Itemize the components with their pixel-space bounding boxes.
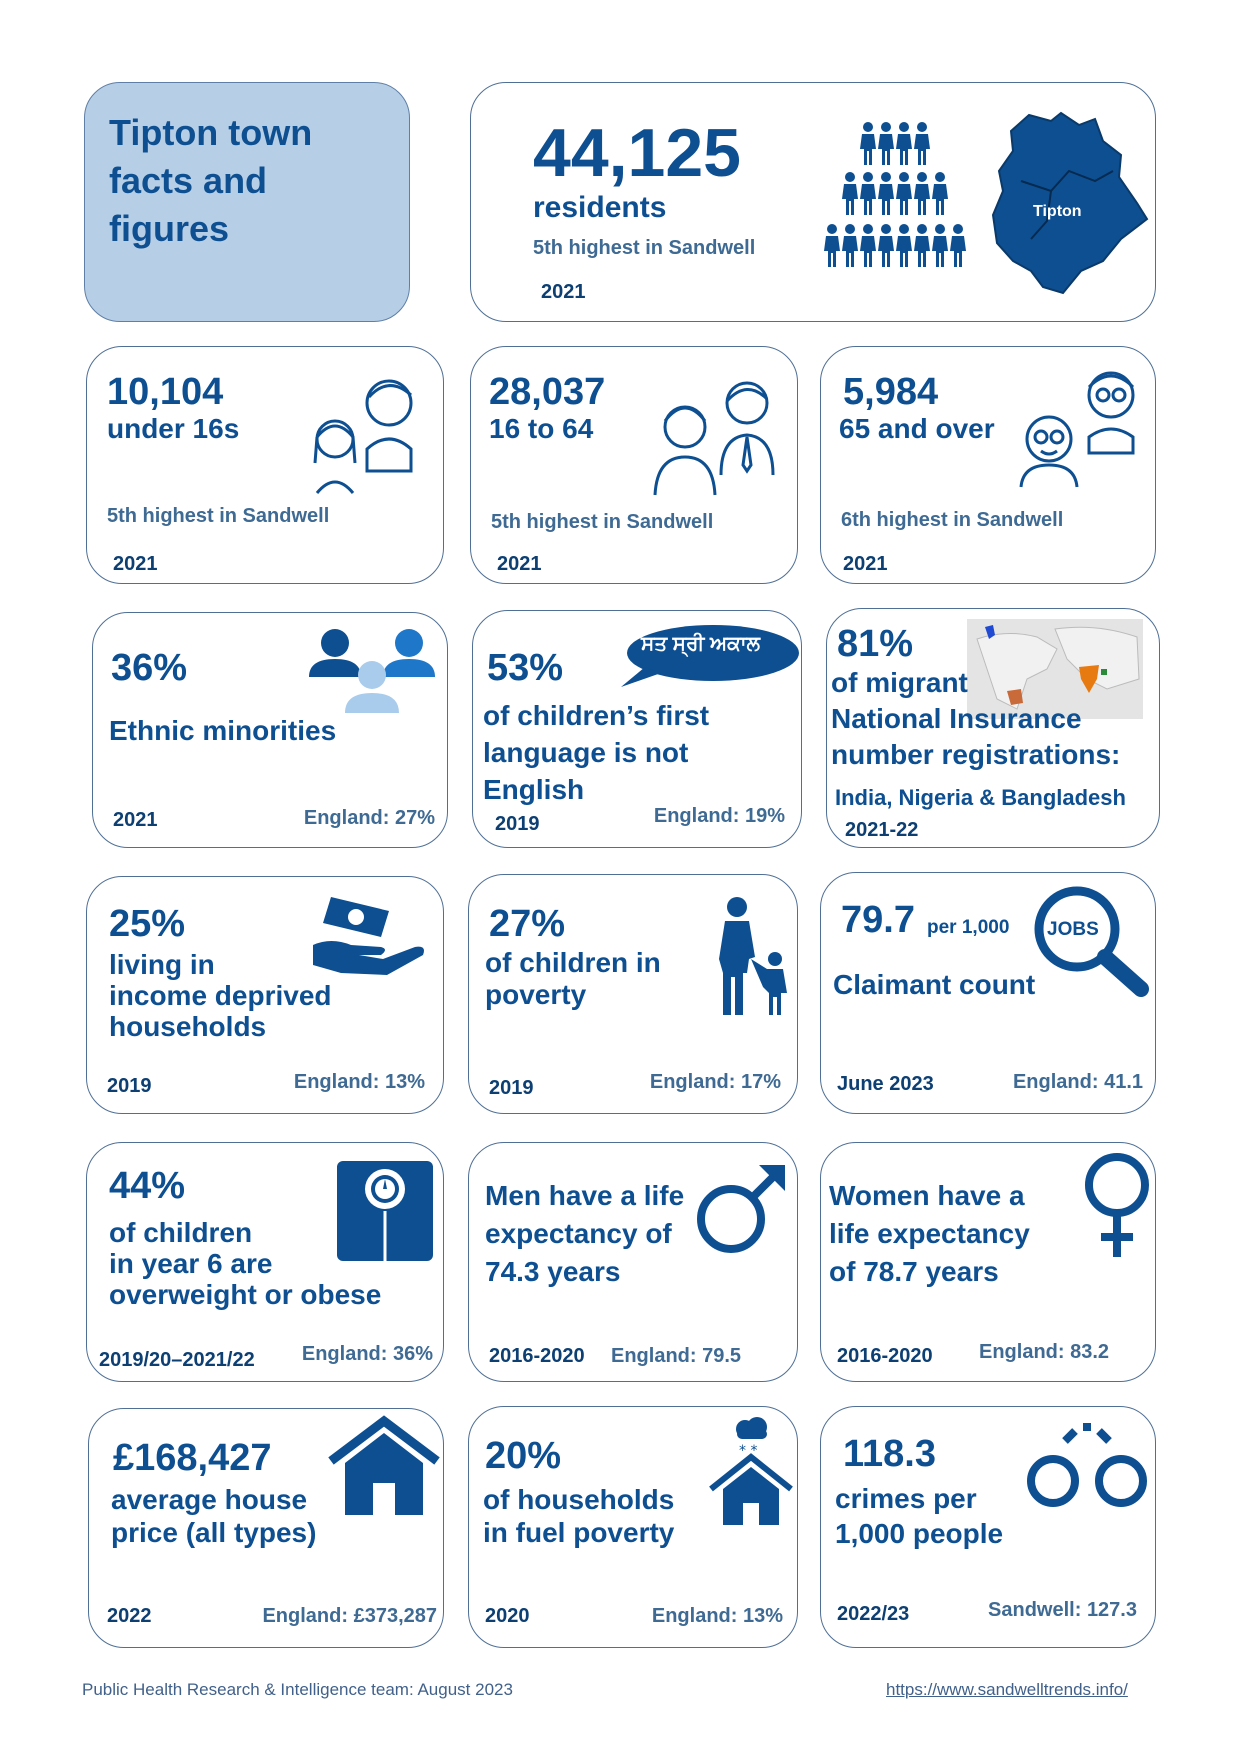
parent-child-icon	[715, 897, 791, 1017]
crime-year: 2022/23	[837, 1603, 910, 1625]
footer-url[interactable]: https://www.sandwelltrends.info/	[886, 1680, 1128, 1699]
jobs-magnifier-icon	[1033, 885, 1149, 1001]
claimant-unit: per 1,000	[927, 917, 1010, 938]
women-le-label: Women have a life expectancy of 78.7 years	[829, 1180, 1030, 1287]
house-year: 2022	[107, 1605, 152, 1627]
fuel-label: of households in fuel poverty	[483, 1484, 675, 1548]
residents-year: 2021	[541, 281, 586, 303]
fuel-card	[468, 1406, 798, 1648]
language-label: of children’s first language is not English	[483, 700, 710, 805]
women-le-compare: England: 83.2	[979, 1341, 1110, 1363]
house-label: average house price (all types)	[111, 1484, 317, 1548]
men-le-compare: England: 79.5	[611, 1345, 742, 1367]
overweight-compare: England: 36%	[301, 1343, 433, 1365]
women-le-year: 2016-2020	[837, 1345, 933, 1367]
male-symbol-icon	[695, 1161, 787, 1257]
migrant-label: of migrant National Insurance number registrations:	[831, 667, 1121, 770]
child-poverty-value: 27%	[489, 903, 566, 945]
residents-label: residents	[533, 191, 667, 224]
age16to64-label: 16 to 64	[489, 413, 594, 444]
handcuffs-icon	[1025, 1417, 1149, 1517]
female-symbol-icon	[1081, 1151, 1153, 1261]
house-compare: England: £373,287	[262, 1605, 437, 1627]
migrant-countries: India, Nigeria & Bangladesh	[835, 785, 1126, 810]
overweight-card	[86, 1142, 444, 1382]
crime-label: crimes per 1,000 people	[835, 1483, 1004, 1549]
income-compare: England: 13%	[293, 1071, 425, 1093]
house-card	[88, 1408, 444, 1648]
map-label: Tipton	[1033, 203, 1082, 220]
residents-card	[470, 82, 1156, 322]
house-icon	[327, 1417, 441, 1517]
claimant-card	[820, 872, 1156, 1114]
income-card	[86, 876, 444, 1114]
overweight-year: 2019/20–2021/22	[99, 1349, 255, 1371]
people-group-icon	[305, 627, 435, 717]
child-poverty-compare: England: 17%	[649, 1071, 781, 1093]
men-le-label: Men have a life expectancy of 74.3 years	[485, 1180, 685, 1287]
ethnic-value: 36%	[111, 647, 188, 689]
migrant-year: 2021-22	[845, 819, 919, 841]
cold-house-icon	[709, 1417, 793, 1527]
age16to64-card	[470, 346, 798, 584]
jobs-icon-text: JOBS	[1047, 919, 1099, 940]
under16-value: 10,104	[107, 371, 224, 413]
men-le-card	[468, 1142, 798, 1382]
adults-icon	[649, 365, 789, 505]
claimant-value: 79.7	[841, 899, 915, 941]
under16-year: 2021	[113, 553, 158, 575]
over65-card	[820, 346, 1156, 584]
under16-label: under 16s	[107, 413, 240, 444]
women-le-card	[820, 1142, 1156, 1382]
migrant-value: 81%	[837, 623, 914, 665]
residents-value: 44,125	[533, 115, 741, 191]
ethnic-label: Ethnic minorities	[109, 715, 337, 746]
residents-rank: 5th highest in Sandwell	[533, 237, 756, 259]
child-poverty-label: of children in poverty	[485, 947, 661, 1010]
money-hand-icon	[311, 893, 431, 983]
footer-credit: Public Health Research & Intelligence team: August 2023	[82, 1680, 513, 1699]
over65-year: 2021	[843, 553, 888, 575]
claimant-compare: England: 41.1	[1012, 1071, 1143, 1093]
migrant-card	[826, 608, 1160, 848]
ethnic-card	[92, 612, 448, 848]
language-year: 2019	[495, 813, 540, 835]
income-value: 25%	[109, 903, 186, 945]
under16-card	[86, 346, 444, 584]
over65-rank: 6th highest in Sandwell	[841, 509, 1064, 531]
men-le-year: 2016-2020	[489, 1345, 585, 1367]
fuel-compare: England: 13%	[651, 1605, 783, 1627]
crime-card	[820, 1406, 1156, 1648]
overweight-label: of children in year 6 are overweight or obese	[109, 1217, 382, 1310]
income-label: living in income deprived households	[109, 949, 332, 1042]
claimant-year: June 2023	[837, 1073, 934, 1095]
speech-bubble-text: ਸਤ ਸ੍ਰੀ ਅਕਾਲ	[641, 633, 761, 655]
claimant-label: Claimant count	[833, 969, 1036, 1000]
elderly-couple-icon	[1011, 357, 1151, 497]
people-pyramid-icon	[826, 119, 966, 279]
language-value: 53%	[487, 647, 564, 689]
svg-text:* *: * *	[739, 1443, 758, 1459]
language-compare: England: 19%	[653, 805, 785, 827]
age16to64-rank: 5th highest in Sandwell	[491, 511, 714, 533]
ethnic-compare: England: 27%	[303, 807, 435, 829]
house-value: £168,427	[113, 1437, 272, 1479]
ethnic-year: 2021	[113, 809, 158, 831]
page-title: Tipton town facts and figures	[109, 112, 313, 249]
language-card	[472, 610, 802, 848]
weighing-scale-icon	[337, 1161, 433, 1261]
fuel-value: 20%	[485, 1435, 562, 1477]
title-box	[84, 82, 410, 322]
overweight-value: 44%	[109, 1165, 186, 1207]
child-poverty-card	[468, 874, 798, 1114]
income-year: 2019	[107, 1075, 152, 1097]
over65-label: 65 and over	[839, 413, 995, 444]
under16-rank: 5th highest in Sandwell	[107, 505, 330, 527]
age16to64-value: 28,037	[489, 371, 606, 413]
crime-compare: Sandwell: 127.3	[988, 1599, 1137, 1621]
children-icon	[307, 367, 437, 497]
over65-value: 5,984	[843, 371, 939, 413]
child-poverty-year: 2019	[489, 1077, 534, 1099]
fuel-year: 2020	[485, 1605, 530, 1627]
crime-value: 118.3	[843, 1433, 936, 1475]
age16to64-year: 2021	[497, 553, 542, 575]
